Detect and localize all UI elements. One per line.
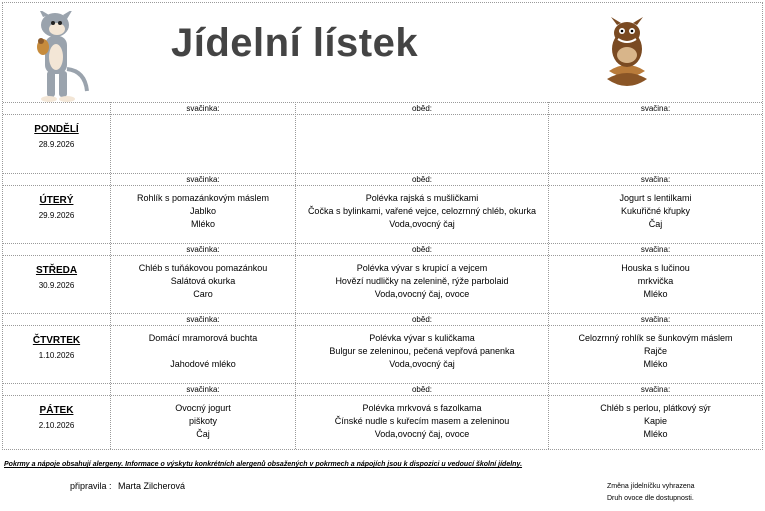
row-divider bbox=[3, 173, 762, 174]
column-header: svačinka: bbox=[186, 104, 220, 113]
row-divider bbox=[3, 395, 762, 396]
day-date: 29.9.2026 bbox=[38, 211, 75, 220]
lunch-cell bbox=[296, 332, 548, 371]
menu-item: Čočka s bylinkami, vařené vejce, celozrnný chléb, okurka bbox=[307, 206, 537, 216]
day-date: 2.10.2026 bbox=[38, 421, 75, 430]
column-header: svačinka: bbox=[186, 245, 220, 254]
snack2-cell bbox=[549, 332, 762, 371]
column-header: oběd: bbox=[411, 245, 433, 254]
menu-item: Kukuřičné křupky bbox=[620, 206, 691, 216]
day-label bbox=[3, 195, 110, 220]
column-header: oběd: bbox=[411, 175, 433, 184]
menu-item: Caro bbox=[193, 289, 213, 299]
menu-item: Mléko bbox=[643, 429, 668, 439]
snack2-cell bbox=[549, 192, 762, 231]
menu-item: Hovězí nudličky na zelenině, rýže parbolaid bbox=[335, 276, 509, 286]
menu-item: Polévka mrkvová s fazolkama bbox=[362, 403, 482, 413]
menu-item: mrkvička bbox=[637, 276, 674, 286]
day-name: PONDĚLÍ bbox=[34, 124, 79, 135]
day-name: STŘEDA bbox=[35, 265, 78, 276]
day-label bbox=[3, 335, 110, 360]
column-header: svačina: bbox=[640, 315, 671, 324]
menu-item: Čaj bbox=[648, 219, 663, 229]
prepared-by bbox=[70, 481, 189, 491]
page-title: Jídelní lístek bbox=[171, 21, 419, 65]
menu-change-note: Změna jídelníčku vyhrazena bbox=[607, 483, 695, 490]
menu-item: Jogurt s lentilkami bbox=[619, 193, 692, 203]
lunch-cell bbox=[296, 262, 548, 301]
snack1-cell bbox=[111, 332, 295, 371]
column-header: svačinka: bbox=[186, 175, 220, 184]
fruit-availability-note: Druh ovoce dle dostupnosti. bbox=[607, 495, 694, 502]
menu-item: Celozrnný rohlík se šunkovým máslem bbox=[578, 333, 733, 343]
column-header: svačina: bbox=[640, 245, 671, 254]
menu-item: Rohlík s pomazánkovým máslem bbox=[136, 193, 270, 203]
menu-item: Mléko bbox=[643, 359, 668, 369]
day-name: ÚTERÝ bbox=[39, 195, 74, 206]
allergen-note: Pokrmy a nápoje obsahují alergeny. Informace o výskytu konkrétních alergenů obsažených v pokrmech a nápojích jsou k dispozici u vedoucí školní jídelny. bbox=[4, 461, 523, 468]
menu-item: Chléb s perlou, plátkový sýr bbox=[600, 403, 711, 413]
snack1-cell bbox=[111, 262, 295, 301]
snack2-cell bbox=[549, 262, 762, 301]
menu-item: Voda,ovocný čaj bbox=[389, 359, 455, 369]
menu-item: Voda,ovocný čaj, ovoce bbox=[374, 289, 470, 299]
column-header: svačina: bbox=[640, 104, 671, 113]
menu-item: Rajče bbox=[643, 346, 667, 356]
day-name: PÁTEK bbox=[39, 405, 74, 416]
menu-item: Domácí mramorová buchta bbox=[148, 333, 258, 343]
menu-item: Voda,ovocný čaj, ovoce bbox=[374, 429, 470, 439]
menu-item: Chléb s tuňákovou pomazánkou bbox=[138, 263, 268, 273]
snack2-cell bbox=[549, 402, 762, 441]
menu-item: Mléko bbox=[190, 219, 215, 229]
menu-item: Ovocný jogurt bbox=[175, 403, 231, 413]
menu-sheet bbox=[2, 2, 763, 450]
lunch-cell bbox=[296, 402, 548, 441]
tasmanian-devil-image bbox=[603, 13, 651, 93]
day-label bbox=[3, 124, 110, 149]
menu-item: Kapie bbox=[643, 416, 668, 426]
row-divider bbox=[3, 102, 762, 103]
menu-item: Salátová okurka bbox=[170, 276, 236, 286]
prepared-by-name: Marta Zilcherová bbox=[118, 481, 186, 491]
menu-item: Houska s lučinou bbox=[621, 263, 690, 273]
row-divider bbox=[3, 313, 762, 314]
day-date: 1.10.2026 bbox=[38, 351, 75, 360]
day-date: 28.9.2026 bbox=[38, 140, 75, 149]
snack1-cell bbox=[111, 402, 295, 441]
menu-item: Jahodové mléko bbox=[170, 359, 236, 369]
column-header: svačina: bbox=[640, 175, 671, 184]
menu-item: Polévka rajská s mušličkami bbox=[365, 193, 479, 203]
lunch-cell bbox=[296, 192, 548, 231]
column-header: svačina: bbox=[640, 385, 671, 394]
menu-item: Bulgur se zeleninou, pečená vepřová panenka bbox=[329, 346, 515, 356]
column-header: oběd: bbox=[411, 315, 433, 324]
row-divider bbox=[3, 325, 762, 326]
column-header: svačinka: bbox=[186, 385, 220, 394]
menu-item: Voda,ovocný čaj bbox=[389, 219, 455, 229]
day-name: ČTVRTEK bbox=[32, 335, 81, 346]
menu-item: Polévka vývar s krupicí a vejcem bbox=[356, 263, 488, 273]
column-header: svačinka: bbox=[186, 315, 220, 324]
row-divider bbox=[3, 383, 762, 384]
menu-item: Polévka vývar s kuličkama bbox=[369, 333, 475, 343]
snack1-cell bbox=[111, 192, 295, 231]
prepared-by-label: připravila : bbox=[70, 481, 112, 491]
row-divider bbox=[3, 114, 762, 115]
row-divider bbox=[3, 243, 762, 244]
row-divider bbox=[3, 255, 762, 256]
day-label bbox=[3, 265, 110, 290]
menu-item: Čínské nudle s kuřecím masem a zeleninou bbox=[334, 416, 510, 426]
day-label bbox=[3, 405, 110, 430]
day-date: 30.9.2026 bbox=[38, 281, 75, 290]
row-divider bbox=[3, 185, 762, 186]
menu-item: Čaj bbox=[196, 429, 210, 439]
menu-item: piškoty bbox=[188, 416, 217, 426]
column-header: oběd: bbox=[411, 104, 433, 113]
cat-mouse-image bbox=[33, 11, 91, 103]
menu-item: Mléko bbox=[643, 289, 668, 299]
menu-item bbox=[111, 345, 295, 358]
column-header: oběd: bbox=[411, 385, 433, 394]
menu-item: Jablko bbox=[189, 206, 216, 216]
